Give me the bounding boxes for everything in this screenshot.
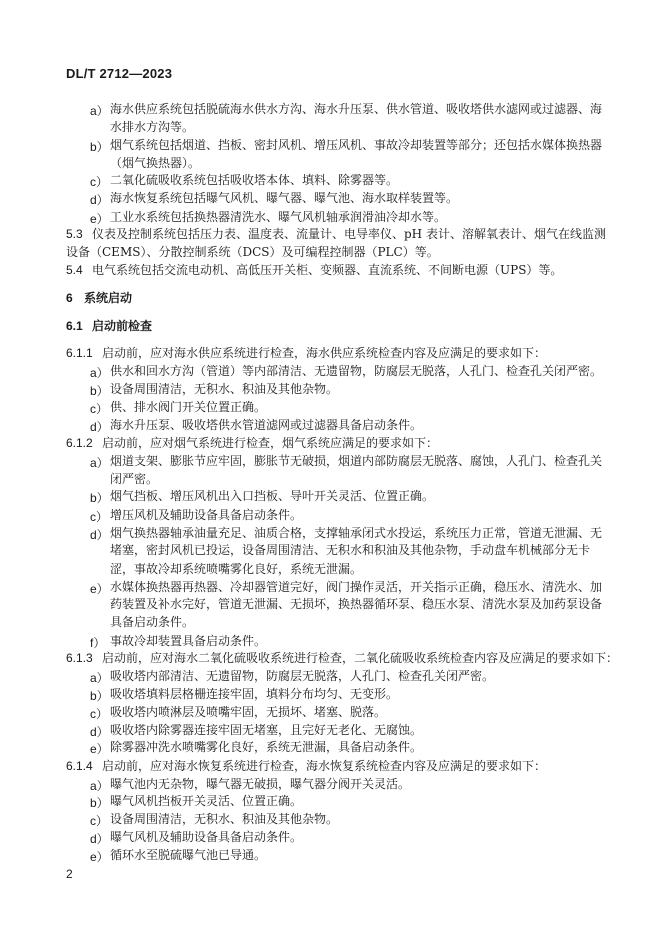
list-item-marker: e）	[90, 582, 109, 596]
list-item-marker: c）	[90, 402, 109, 416]
list-item-text: 设备周围清洁，无积水、积油及其他杂物。	[110, 812, 339, 826]
list-item-marker: e）	[90, 742, 109, 756]
list-item-marker: b）	[90, 796, 109, 810]
list-item-text: 曝气风机及辅助设备具备启动条件。	[110, 830, 303, 844]
list-item-marker: c）	[90, 510, 109, 524]
clause-number: 6.1.1	[66, 346, 93, 360]
list-item-text: 循环水至脱硫曝气池已导通。	[110, 848, 267, 862]
list-item-marker: b）	[90, 689, 109, 703]
paragraph-text: 设备（CEMS）、分散控制系统（DCS）及可编程控制器（PLC）等。	[66, 245, 439, 259]
list-item-text: 烟气系统包括烟道、挡板、密封风机、增压风机、事故冷却装置等部分；还包括水媒体换热器	[110, 138, 603, 152]
clause-number: 6.1.4	[66, 759, 93, 773]
paragraph-text: 启动前，应对烟气系统进行检查，烟气系统应满足的要求如下：	[102, 436, 439, 450]
list-item-marker: c）	[90, 814, 109, 828]
list-item-text: 除雾器冲洗水喷嘴雾化良好，系统无泄漏，具备启动条件。	[110, 740, 423, 754]
list-item-text: 曝气池内无杂物，曝气器无破损，曝气器分阀开关灵活。	[110, 777, 411, 791]
clause-number: 5.3	[66, 227, 83, 241]
paragraph-text: 具备启动条件。	[110, 615, 195, 629]
clause-number: 6.1.3	[66, 651, 93, 665]
list-item-text: 吸收塔内除雾器连接牢固无堵塞，且完好无老化、无腐蚀。	[110, 723, 423, 737]
list-item-marker: c）	[90, 707, 109, 721]
list-item-text: 增压风机及辅助设备具备启动条件。	[110, 508, 303, 522]
list-item-marker: d）	[90, 420, 109, 434]
list-item-text: 水媒体换热器再热器、冷却器管道完好，阀门操作灵活，开关指示正确，稳压水、清洗水、加	[110, 580, 603, 594]
list-item-text: 二氧化硫吸收系统包括吸收塔本体、填料、除雾器等。	[110, 173, 399, 187]
list-item-marker: b）	[90, 140, 109, 154]
list-item-marker: f）	[90, 636, 106, 650]
list-item-text: 设备周围清洁，无积水、积油及其他杂物。	[110, 382, 339, 396]
list-item-text: 供、排水阀门开关位置正确。	[110, 400, 267, 414]
list-item-text: 烟道支架、膨胀节应牢固，膨胀节无破损，烟道内部防腐层无脱落、腐蚀，人孔门、检查孔关	[110, 454, 603, 468]
list-item-marker: c）	[90, 175, 109, 189]
list-item-text: 烟气换热器轴承油量充足、油质合格，支撑轴承闭式水投运，系统压力正常，管道无泄漏、无	[110, 526, 603, 540]
list-item-marker: a）	[90, 779, 109, 793]
paragraph-text: 闭严密。	[110, 472, 159, 486]
paragraph-text: 药装置及补水完好，管道无泄漏、无损坏，换热器循环泵、稳压水泵、清洗水泵及加药泵设备	[110, 597, 603, 611]
paragraph-text: （烟气换热器）。	[110, 156, 201, 170]
paragraph-text: 仪表及控制系统包括压力表、温度表、流量计、电导率仪、pH 表计、溶解氧表计、烟气在线监测	[92, 227, 606, 241]
list-item-text: 供水和回水方沟（管道）等内部清洁、无遗留物，防腐层无脱落，人孔门、检查孔关闭严密。	[110, 364, 603, 378]
section-heading: 系统启动	[84, 291, 133, 305]
list-item-marker: a）	[90, 104, 109, 118]
paragraph-text: 启动前，应对海水供应系统进行检查，海水供应系统检查内容及应满足的要求如下：	[102, 346, 547, 360]
paragraph-text: 水排水方沟等。	[110, 120, 195, 134]
page-number: 2	[66, 867, 73, 881]
list-item-text: 吸收塔内部清洁、无遗留物，防腐层无脱落，人孔门、检查孔关闭严密。	[110, 669, 495, 683]
list-item-marker: a）	[90, 671, 109, 685]
list-item-marker: d）	[90, 528, 109, 542]
list-item-text: 海水供应系统包括脱硫海水供水方沟、海水升压泵、供水管道、吸收塔供水滤网或过滤器、海	[110, 102, 603, 116]
list-item-marker: a）	[90, 366, 109, 380]
clause-number: 6.1	[66, 319, 83, 333]
list-item-marker: e）	[90, 212, 109, 226]
list-item-text: 吸收塔内喷淋层及喷嘴牢固，无损坏、堵塞、脱落。	[110, 705, 387, 719]
list-item-text: 吸收塔填料层格栅连接牢固，填料分布均匀、无变形。	[110, 687, 399, 701]
clause-number: 6.1.2	[66, 436, 93, 450]
list-item-marker: d）	[90, 725, 109, 739]
list-item-text: 事故冷却装置具备启动条件。	[110, 634, 267, 648]
list-item-marker: e）	[90, 850, 109, 864]
list-item-marker: d）	[90, 193, 109, 207]
paragraph-text: 电气系统包括交流电动机、高低压开关柜、变频器、直流系统、不间断电源（UPS）等。	[92, 263, 563, 277]
list-item-text: 曝气风机挡板开关灵活、位置正确。	[110, 794, 303, 808]
list-item-marker: d）	[90, 832, 109, 846]
list-item-marker: b）	[90, 384, 109, 398]
list-item-marker: b）	[90, 491, 109, 505]
paragraph-text: 启动前，应对海水恢复系统进行检查，海水恢复系统检查内容及应满足的要求如下：	[102, 759, 547, 773]
clause-number: 5.4	[66, 263, 83, 277]
list-item-text: 海水恢复系统包括曝气风机、曝气器、曝气池、海水取样装置等。	[110, 191, 459, 205]
paragraph-text: 启动前，应对海水二氧化硫吸收系统进行检查，二氧化硫吸收系统检查内容及应满足的要求如下：	[102, 651, 619, 665]
paragraph-text: 涩，事故冷却系统喷嘴雾化良好，系统无泄漏。	[110, 562, 363, 576]
section-heading: 启动前检查	[92, 319, 153, 333]
list-item-text: 海水升压泵、吸收塔供水管道滤网或过滤器具备启动条件。	[110, 418, 423, 432]
paragraph-text: 堵塞，密封风机已投运，设备周围清洁、无积水和积油及其他杂物，手动盘车机械部分无卡	[110, 543, 591, 557]
list-item-text: 工业水系统包括换热器清洗水、曝气风机轴承润滑油冷却水等。	[110, 210, 447, 224]
clause-number: 6	[66, 291, 73, 305]
list-item-marker: a）	[90, 456, 109, 470]
list-item-text: 烟气挡板、增压风机出入口挡板、导叶开关灵活、位置正确。	[110, 489, 435, 503]
document-header: DL/T 2712—2023	[66, 66, 173, 81]
